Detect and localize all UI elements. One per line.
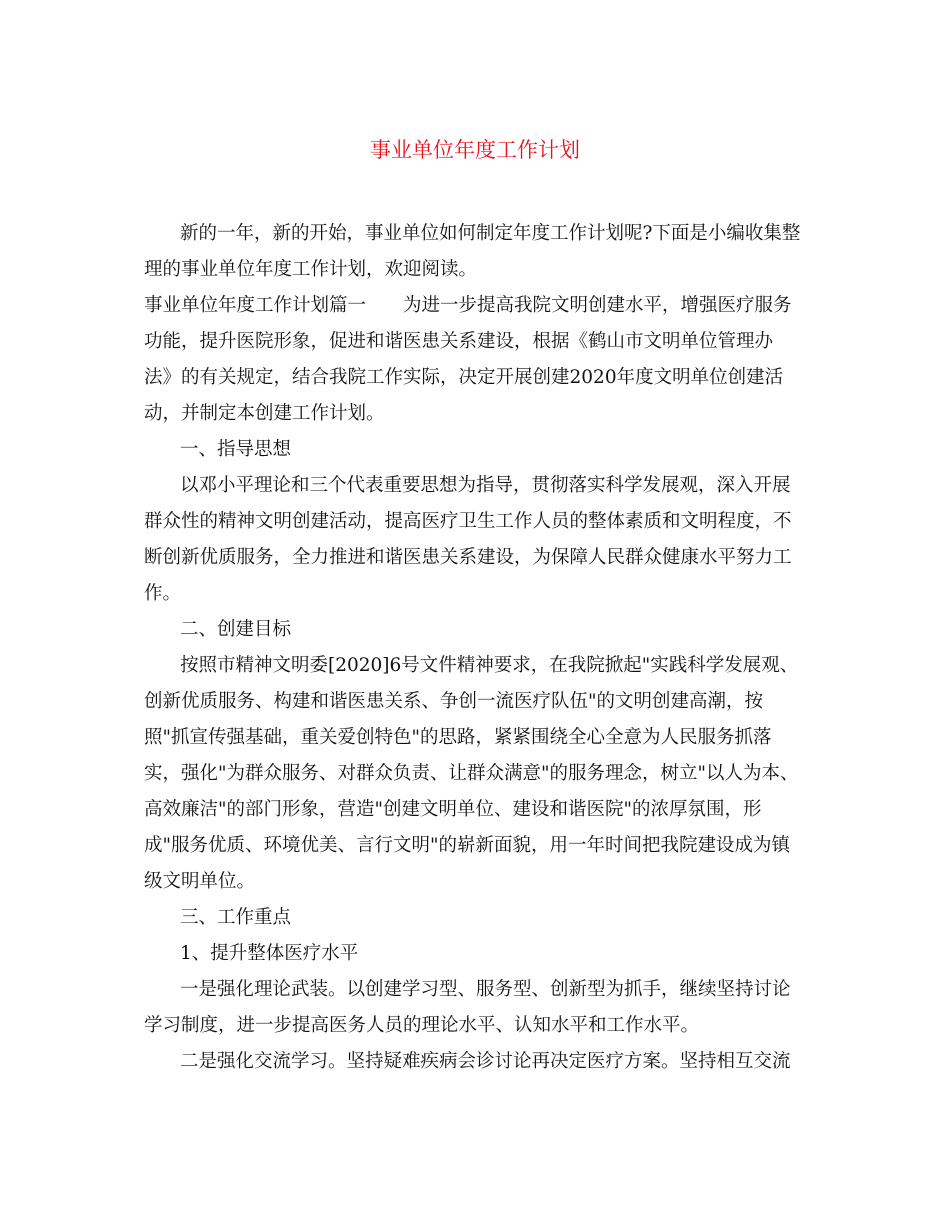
paragraph-line: 高效廉洁"的部门形象，营造"创建文明单位、建设和谐医院"的浓厚氛围，形 [144, 799, 762, 820]
section-heading: 一、指导思想 [180, 439, 292, 460]
paragraph-line: 一是强化理论武装。以创建学习型、服务型、创新型为抓手，继续坚持讨论 [180, 979, 791, 1000]
paragraph-line: 级文明单位。 [144, 871, 256, 892]
subsection-heading: 1、提升整体医疗水平 [180, 943, 359, 964]
paragraph-line: 成"服务优质、环境优美、言行文明"的崭新面貌，用一年时间把我院建设成为镇 [144, 835, 791, 856]
paragraph-line: 二是强化交流学习。坚持疑难疾病会诊讨论再决定医疗方案。坚持相互交流 [180, 1051, 791, 1072]
paragraph-line: 学习制度，进一步提高医务人员的理论水平、认知水平和工作水平。 [144, 1015, 700, 1036]
document-title: 事业单位年度工作计划 [370, 138, 580, 162]
paragraph-line: 法》的有关规定，结合我院工作实际，决定开展创建2020年度文明单位创建活 [144, 367, 784, 388]
paragraph-line: 理的事业单位年度工作计划，欢迎阅读。 [144, 259, 478, 280]
paragraph-line: 功能，提升医院形象，促进和谐医患关系建设，根据《鹤山市文明单位管理办 [144, 331, 774, 352]
section-heading: 三、工作重点 [180, 907, 292, 928]
paragraph-line: 动，并制定本创建工作计划。 [144, 403, 385, 424]
paragraph-line: 按照市精神文明委[2020]6号文件精神要求，在我院掀起"实践科学发展观、 [180, 655, 799, 676]
paragraph-line: 断创新优质服务，全力推进和谐医患关系建设，为保障人民群众健康水平努力工 [144, 547, 792, 568]
paragraph-line: 创新优质服务、构建和谐医患关系、争创一流医疗队伍"的文明创建高潮，按 [144, 691, 764, 712]
paragraph-line: 作。 [144, 583, 182, 604]
paragraph-line: 以邓小平理论和三个代表重要思想为指导，贯彻落实科学发展观，深入开展 [180, 475, 791, 496]
paragraph-line: 照"抓宣传强基础，重关爱创特色"的思路，紧紧围绕全心全意为人民服务抓落 [144, 727, 772, 748]
paragraph-line: 新的一年，新的开始，事业单位如何制定年度工作计划呢?下面是小编收集整 [180, 223, 801, 244]
paragraph-line: 实，强化"为群众服务、对群众负责、让群众满意"的服务理念，树立"以人为本、 [144, 763, 799, 784]
paragraph-line: 事业单位年度工作计划篇一 为进一步提高我院文明创建水平，增强医疗服务 [144, 295, 792, 316]
paragraph-line: 群众性的精神文明创建活动，提高医疗卫生工作人员的整体素质和文明程度，不 [144, 511, 792, 532]
section-heading: 二、创建目标 [180, 619, 292, 640]
